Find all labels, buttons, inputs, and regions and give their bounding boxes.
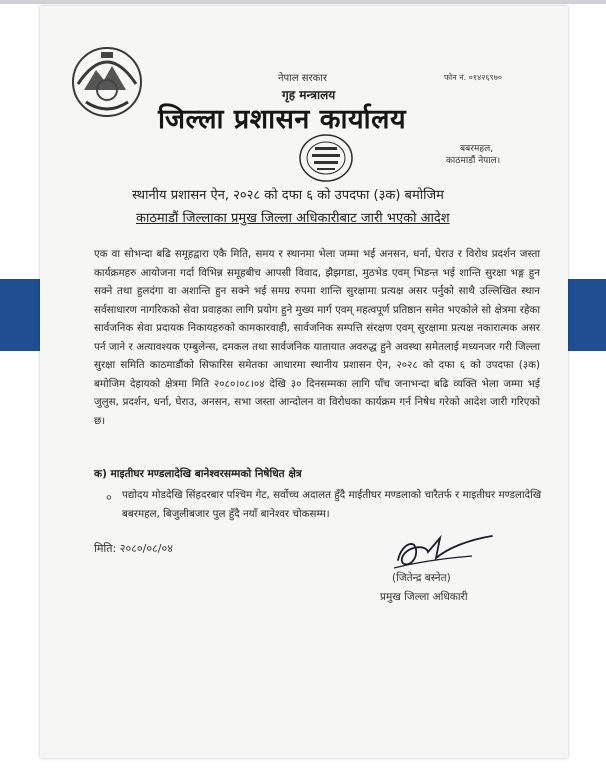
order-subheading: काठमाडौं जिल्लाका प्रमुख जिल्ला अधिकारीबाट जारी भएको आदेश xyxy=(136,211,450,226)
restricted-area-heading: क) माइतीघर मण्डलादेखि बानेश्वरसम्मको निषेधित क्षेत्र xyxy=(94,468,302,480)
handwritten-signature xyxy=(388,528,498,574)
order-body-paragraph: एक वा सोभन्दा बढि समूहद्वारा एकै मिति, समय र स्थानमा भेला जम्मा भई अनसन, धर्ना, घेराउ र विरोध प्रदर्शन जस्ता कार्यक्रमहरु आयोजना गर्दा विभिन्न समूहबीच आपसी विवाद, झैझगडा, मुठभेड एवम् भिडन्त भई शान्ति सुरक्षा भङ्ग हुन सक्ने तथा हुलदंगा वा अशान्ति हुन सक्ने भई समग्र रुपमा शान्ति सुरक्षामा प्रत्यक्ष असर पर्नुको साथै उल्लिखित स्थान सर्वसाधारण नागरिकको सेवा प्रवाहका लागि प्रयोग हुने मुख्य मार्ग एवम् महत्वपूर्ण प्रतिष्ठान समेत भएकोले सो क्षेत्रमा रहेका सार्वजनिक सेवा प्रदायक निकायहरुको कामकारवाही, सार्वजनिक सम्पत्ति संरक्षण एवम् सुरक्षामा प्रत्यक्ष नकारात्मक असर पर्न जाने र अत्यावश्यक एम्बुलेन्स, दमकल तथा सार्वजनिक यातायात अवरुद्ध हुने अवस्था समेतलाई मध्यनजर गरी जिल्ला सुरक्षा समिति काठमाडौंको सिफारिस समेतका आधारमा स्थानीय प्रशासन ऐन, २०२८ को दफा ६ को उपदफा (३क) बमोजिम देहायको क्षेत्रमा मिति २०८०।०८।०४ देखि ३० दिनसम्मका लागि पाँच जनाभन्दा बढि व्यक्ति भेला जम्मा भई जुलुस, प्रदर्शन, धर्ना, घेराउ, अनसन, सभा जस्ता आन्दोलन वा विरोधका कार्यक्रम गर्न निषेध गरेको आदेश जारी गरिएको छ। xyxy=(94,248,540,427)
office-stamp-icon xyxy=(298,133,354,183)
office-title: जिल्ला प्रशासन कार्यालय xyxy=(158,104,407,135)
issue-date: मिति: २०८०/०८/०४ xyxy=(94,542,173,555)
signatory-title: प्रमुख जिल्ला अधिकारी xyxy=(380,591,468,603)
bullet-marker: ० xyxy=(106,491,112,504)
nepal-emblem-icon xyxy=(68,44,146,118)
signatory-name: (जितेन्द्र बस्नेत) xyxy=(392,572,451,584)
government-label: नेपाल सरकार xyxy=(278,73,327,84)
top-border xyxy=(0,0,606,4)
reference-number: फोन नं. ०१४२६९७० xyxy=(444,73,503,82)
restricted-area-description: पद्योदय मोडदेखि सिंहदरबार पश्चिम गेट, सर्वोच्च अदालत हुँदै माईतीघर मण्डलाको चारैतर्फ र माइतीघर मण्डलादेखि बबरमहल, बिजुलीबजार पुल हुँदै नयाँ बानेश्वर चोकसम्म। xyxy=(122,489,542,520)
ministry-name: गृह मन्त्रालय xyxy=(282,88,336,102)
address-line-1: बबरमहल, xyxy=(460,144,494,154)
order-heading: स्थानीय प्रशासन ऐन, २०२८ को दफा ६ को उपदफा (३क) बमोजिम xyxy=(132,188,444,203)
address-line-2: काठमाडौं नेपाल। xyxy=(446,156,501,166)
